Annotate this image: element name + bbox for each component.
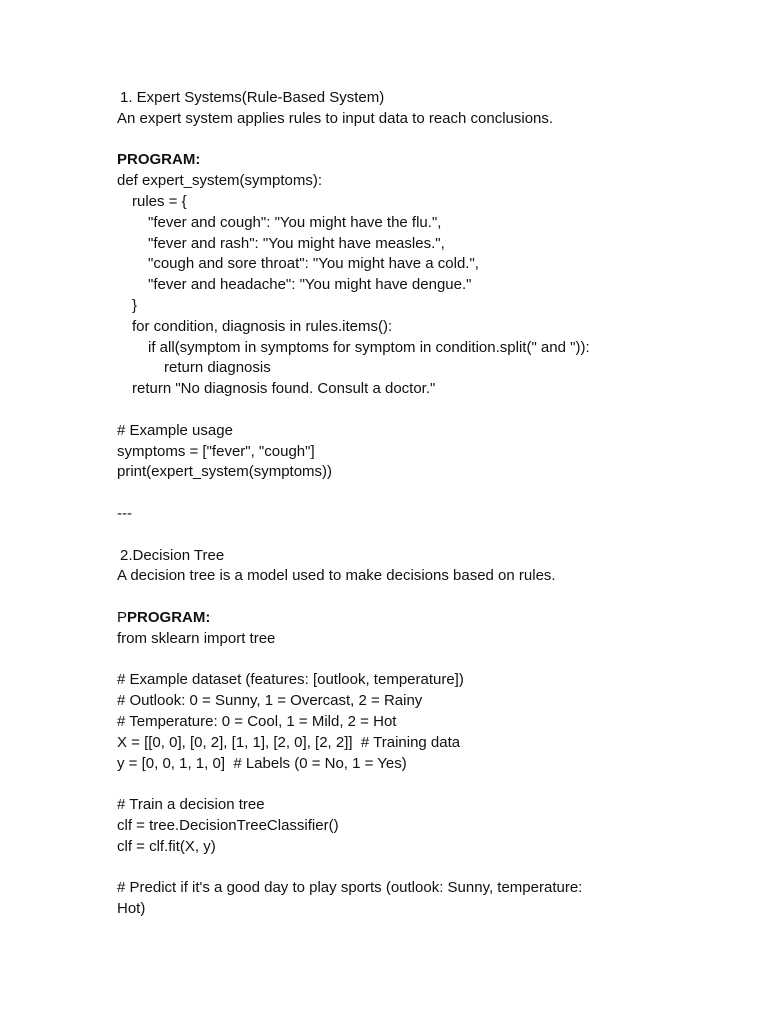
- code-line: print(expert_system(symptoms)): [117, 463, 333, 481]
- code-line: X = [[0, 0], [0, 2], [1, 1], [2, 0], [2, 2]] # Training data: [117, 733, 461, 751]
- code-comment: # Example dataset (features: [outlook, temperature]): [117, 671, 464, 689]
- spacer: [117, 400, 717, 421]
- spacer: [117, 483, 717, 504]
- code-comment: # Temperature: 0 = Cool, 1 = Mild, 2 = Hot: [117, 712, 397, 730]
- section-1-description: An expert system applies rules to input data to reach conclusions.: [117, 109, 554, 127]
- section-1-heading: 1. Expert Systems(Rule-Based System): [120, 89, 385, 106]
- import-line: from sklearn import tree: [117, 629, 276, 647]
- section-1-program-label: PROGRAM:: [117, 151, 201, 169]
- code-line: }: [132, 296, 138, 314]
- spacer: [117, 857, 717, 878]
- code-comment: # Outlook: 0 = Sunny, 1 = Overcast, 2 = Rainy: [117, 692, 423, 710]
- section-1-example-block: [117, 421, 717, 483]
- code-line: for condition, diagnosis in rules.items():: [132, 317, 393, 335]
- code-line: def expert_system(symptoms):: [117, 172, 323, 190]
- code-line: y = [0, 0, 1, 1, 0] # Labels (0 = No, 1 = Yes): [117, 754, 407, 772]
- code-line: "fever and cough": "You might have the flu.",: [148, 213, 442, 231]
- program-prefix: P: [117, 608, 128, 626]
- code-line: symptoms = ["fever", "cough"]: [117, 442, 315, 460]
- spacer: [117, 130, 717, 151]
- code-line: clf = tree.DecisionTreeClassifier(): [117, 816, 339, 834]
- spacer: [117, 774, 717, 795]
- section-2-program-label: [117, 608, 717, 629]
- code-line: rules = {: [132, 192, 187, 210]
- spacer: [117, 650, 717, 671]
- section-2-description: A decision tree is a model used to make decisions based on rules.: [117, 567, 556, 585]
- code-line: return diagnosis: [164, 359, 271, 377]
- document-page: [117, 88, 717, 920]
- code-comment: Hot): [117, 900, 146, 918]
- spacer: [117, 587, 717, 608]
- spacer: [117, 525, 717, 546]
- code-comment: # Predict if it's a good day to play sports (outlook: Sunny, temperature:: [117, 879, 583, 897]
- code-line: "cough and sore throat": "You might have a cold.",: [148, 255, 479, 273]
- code-comment: # Example usage: [117, 421, 233, 439]
- code-line: return "No diagnosis found. Consult a doctor.": [132, 380, 436, 398]
- section-1-code-block: [117, 171, 717, 400]
- code-line: clf = clf.fit(X, y): [117, 837, 216, 855]
- section-2-dataset-block: [117, 670, 717, 774]
- code-line: "fever and rash": "You might have measles.",: [148, 234, 445, 252]
- section-2-heading: 2.Decision Tree: [120, 546, 225, 564]
- section-2-predict-block: [117, 878, 717, 920]
- program-label: PROGRAM:: [127, 608, 211, 626]
- section-separator: ---: [117, 504, 132, 522]
- code-comment: # Train a decision tree: [117, 796, 265, 814]
- code-line: "fever and headache": "You might have dengue.": [148, 276, 472, 294]
- section-2-train-block: [117, 795, 717, 857]
- code-line: if all(symptom in symptoms for symptom in condition.split(" and ")):: [148, 338, 590, 356]
